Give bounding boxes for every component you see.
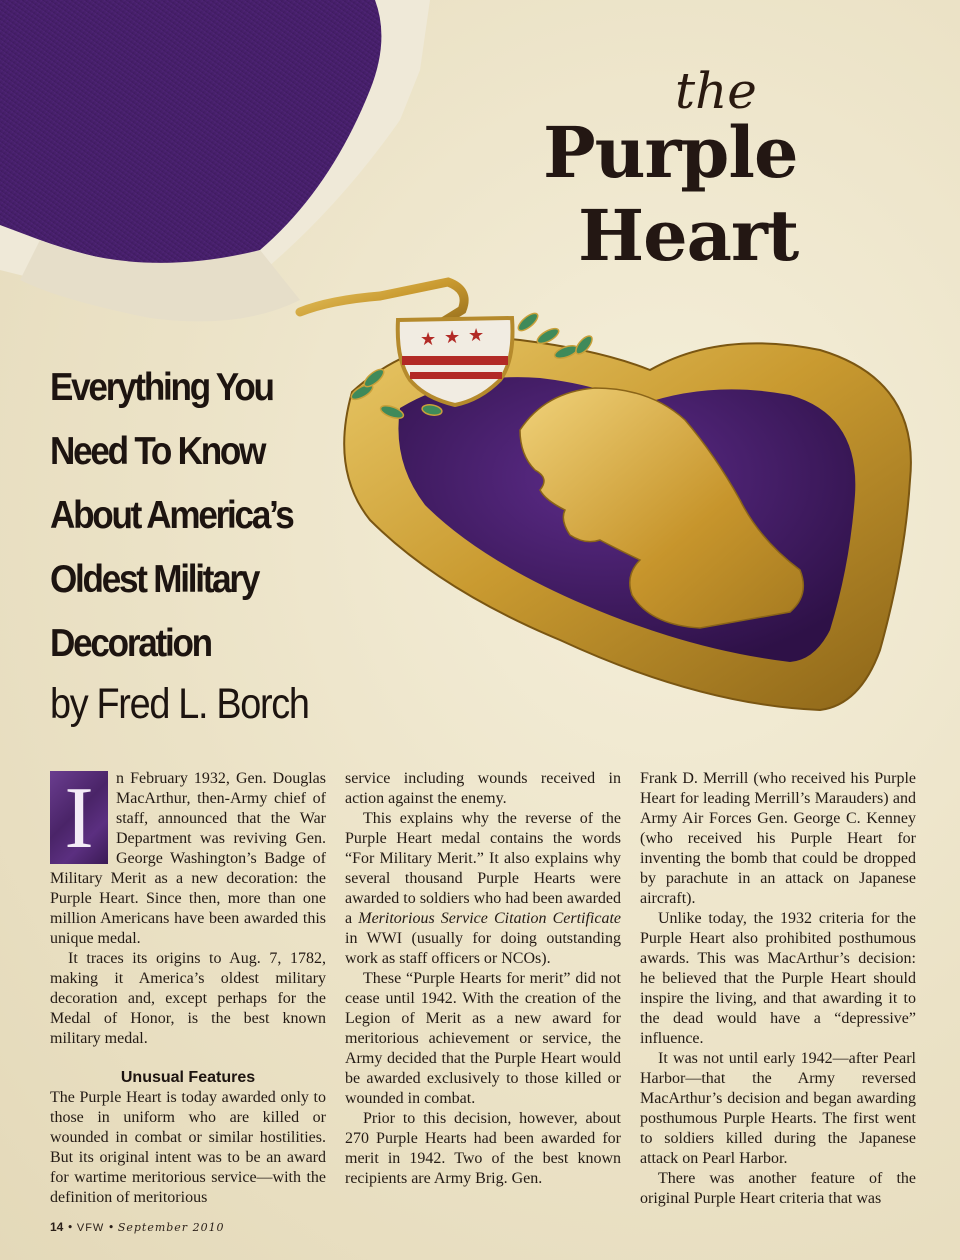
shield-star-1: ★ (420, 329, 437, 350)
headline-line: Oldest Military (50, 558, 259, 601)
page-footer (50, 1220, 225, 1234)
paragraph: It was not until early 1942—after Pearl Harbor—that the Army reversed MacArthur’s decision and began awarding posthumous Purple Hearts. The first went to soldiers killed during the Japanese attack on Pearl Harbor. (640, 1050, 916, 1167)
page-number: 14 (50, 1220, 64, 1234)
paragraph: Unlike today, the 1932 criteria for the Purple Heart also prohibited posthumous awards. This was MacArthur’s decision: he believed that the Purple Heart should inspire the living, and that awarding it to the dead would have a “depressive” influence. (640, 910, 916, 1047)
deck-headline (50, 356, 320, 676)
paragraph: These “Purple Hearts for merit” did not cease until 1942. With the creation of the Legion of Merit as a new award for meritorious achievement or service, the Army decided that the Purple Heart would be awarded exclusively to those killed or wounded in combat. (345, 970, 621, 1107)
section-subhead: Unusual Features (120, 1069, 256, 1086)
issue-date: September 2010 (117, 1221, 225, 1234)
headline-line: Everything You (50, 366, 273, 409)
paragraph-text: in WWI (usually for doing outstanding work as staff officers or NCOs). (345, 930, 621, 967)
title-heart: Heart (578, 194, 799, 277)
paragraph: It traces its origins to Aug. 7, 1782, making it America’s oldest military decoration and, except perhaps for the Medal of Honor, is the best known military medal. (50, 950, 326, 1047)
footer-bullet: • (66, 1221, 74, 1234)
paragraph: Prior to this decision, however, about 270 Purple Hearts had been awarded for merit in 1942. Two of the best known recipients are Army Brig. Gen. (345, 1110, 621, 1187)
headline-line: About America’s (50, 494, 293, 537)
article-column-1 (50, 769, 326, 1208)
drop-cap-letter: I (64, 770, 94, 867)
drop-cap-box (50, 770, 108, 867)
footer-bullet: • (107, 1221, 115, 1234)
paragraph (345, 809, 621, 969)
title-purple: Purple (543, 111, 798, 194)
paragraph-text: n February 1932, Gen. Douglas MacArthur, then-Army chief of staff, announced that the War Department was reviving Gen. George Washington’s Badge of Military Merit as a new decoration: the Purple Heart. Since then, more than one million Americans have been awarded this unique medal. (50, 770, 326, 947)
headline-line: Need To Know (50, 430, 265, 473)
magazine-name: VFW (76, 1222, 105, 1234)
paragraph: The Purple Heart is today awarded only to those in uniform who are killed or wounded in combat or similar hostilities. But its original intent was to be an award for wartime meritorious service—with the definition of meritorious (50, 1089, 326, 1206)
byline: by Fred L. Borch (50, 680, 309, 728)
shield-red-bar (402, 356, 508, 365)
shield-star-3: ★ (468, 325, 485, 346)
headline-line: Decoration (50, 622, 211, 665)
paragraph (50, 769, 326, 949)
italic-text: Meritorious Service Citation Certificate (358, 910, 622, 927)
paragraph: Frank D. Merrill (who received his Purple Heart for leading Merrill’s Marauders) and Army Air Forces Gen. George C. Kenney (who received his Purple Heart for inventing the bomb that could be dropped by parachute in an attack on Japanese aircraft). (640, 770, 916, 907)
paragraph: There was another feature of the original Purple Heart criteria that was (640, 1170, 916, 1207)
article-column-3 (640, 769, 916, 1209)
paragraph-text: This explains why the reverse of the Purple Heart medal contains the words “For Military Merit.” It also explains why several thousand Purple Hearts were awarded to soldiers who had been awarded a (345, 810, 621, 927)
paragraph: service including wounds received in action against the enemy. (345, 770, 621, 807)
shield-red-bar-2 (410, 372, 502, 379)
ribbon-purple (0, 0, 381, 268)
shield-star-2: ★ (444, 327, 461, 348)
title-the: the (675, 62, 757, 120)
article-column-2 (345, 769, 621, 1189)
